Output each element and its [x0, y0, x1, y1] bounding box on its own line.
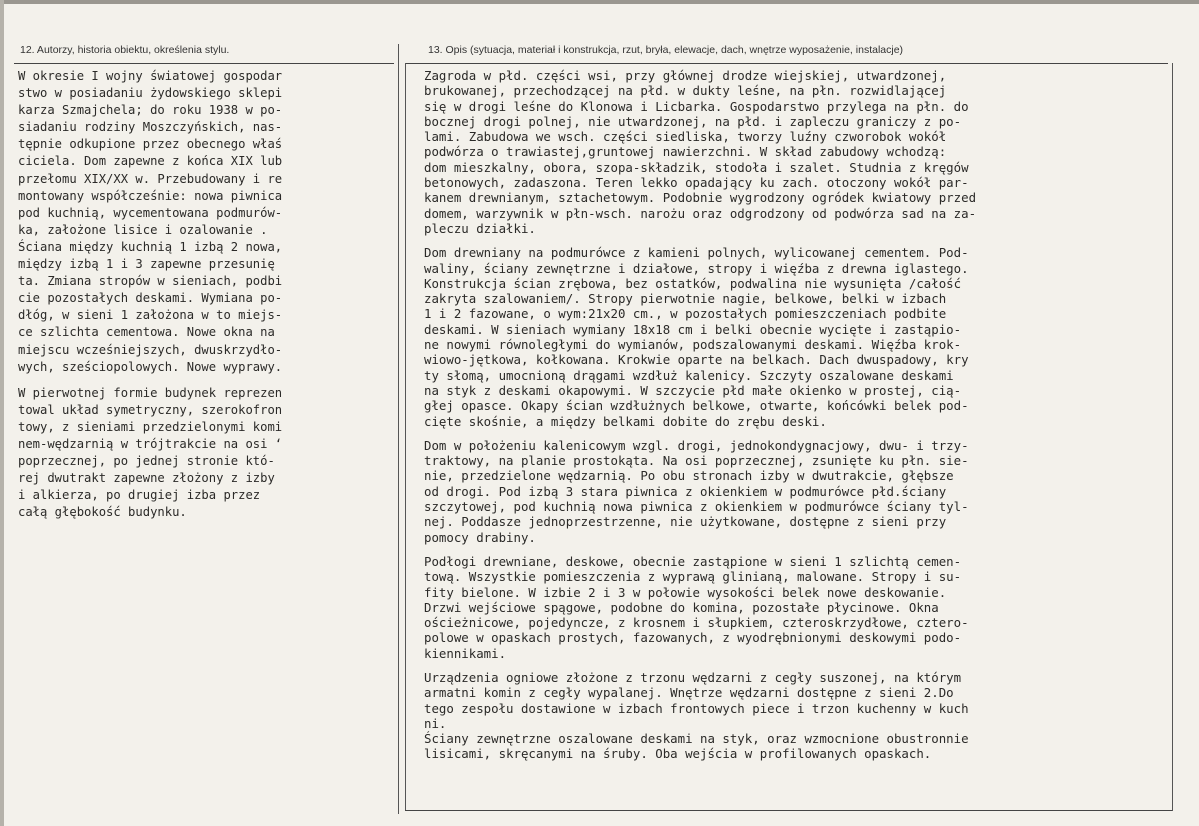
text-line: waliny, ściany zewnętrzne i działowe, stropy i więźba z drewna iglastego. — [424, 260, 969, 276]
text-line: kanem drewnianym, sztachetowym. Podobnie wygrodzony ogródek kwiatowy przed — [424, 190, 977, 206]
text-line: dom mieszkalny, obora, szopa-składzik, stodoła i szalet. Studnia z kręgów — [424, 159, 969, 175]
text-line: ty słomą, umocnioną drągami wzdłuż kalenicy. Szczyty oszalowane deskami — [424, 367, 954, 383]
text-line: się w drogi leśne do Klonowa i Licbarka. Gospodarstwo przylega na płn. do — [424, 98, 969, 114]
text-line: Konstrukcja ścian zrębowa, bez ostatków, podwalina nie wysunięta /całość — [424, 275, 962, 291]
text-line: Zagroda w płd. części wsi, przy głównej drodze wiejskiej, utwardzonej, — [424, 68, 947, 83]
text-line: ka, założone lisice i ozalowanie . — [18, 222, 268, 237]
history-paragraph — [18, 68, 396, 376]
text-line: głej opasce. Okapy ścian wzdłużnych belkowe, otwarte, końcówki belek pod- — [424, 398, 969, 414]
text-line: Ściana między kuchnią 1 izbą 2 nowa, — [18, 239, 283, 254]
text-line: lisicami, skręcanymi na śruby. Oba wejścia w profilowanych opaskach. — [424, 746, 932, 762]
section-12-header: 12. Autorzy, historia obiektu, określenia stylu. — [20, 44, 230, 56]
right-box-left-border — [405, 63, 406, 811]
text-line: betonowych, zadaszona. Teren lekko opadający ku zach. otoczony wokół par- — [424, 175, 969, 191]
top-edge-shadow — [0, 0, 1199, 4]
text-line: ciciela. Dom zapewne z końca XIX lub — [18, 154, 283, 169]
text-line: Urządzenia ogniowe złożone z trzonu wędzarni z cegły suszonej, na którym — [424, 669, 962, 685]
text-line: cie pozostałych deskami. Wymiana po- — [18, 291, 283, 306]
text-line: przełomu XIX/XX w. Przebudowany i re — [18, 171, 283, 186]
text-line: ce szlichta cementowa. Nowe okna na — [18, 325, 275, 340]
text-line: deskami. W sieniach wymiany 18x18 cm i belki obecnie wycięte i zastąpio- — [424, 321, 962, 337]
text-line: rej dwutrakt zapewne złożony z izby — [18, 471, 275, 486]
text-line: nie, przedzielone wędzarnią. Po obu stronach izby w dwutrakcie, głębsze — [424, 468, 954, 484]
text-line: wych, sześciopolowych. Nowe wyprawy. — [18, 359, 283, 374]
text-line: zakryta szalowaniem/. Stropy pierwotnie nagie, belkowe, belki w izbach — [424, 291, 947, 307]
text-line: Dom drewniany na podmurówce z kamieni polnych, wylicowanej cementem. Pod- — [424, 245, 969, 261]
text-line: Ściany zewnętrzne oszalowane deskami na styk, oraz wzmocnione obustronnie — [424, 731, 969, 747]
text-line: ne nowymi równoległymi do wymianów, podszalowanymi deskami. Więźba krok- — [424, 337, 962, 353]
text-line: ta. Zmiana stropów w sieniach, podbi — [18, 274, 283, 289]
text-line: od drogi. Pod izbą 3 stara piwnica z okienkiem w podmurówce płd.ściany — [424, 483, 947, 499]
right-box-bottom-border — [405, 810, 1172, 811]
text-line: ościeżnicowe, pojedyncze, z krosnem i słupkiem, czteroskrzydłowe, cztero- — [424, 615, 969, 631]
text-line: fity bielone. W izbie 2 i 3 w połowie wysokości belek nowe deskowanie. — [424, 584, 947, 600]
text-line: cięte skośnie, a między belkami dobite do zrębu deski. — [424, 413, 827, 429]
text-line: podwórza o trawiastej,gruntowej nawierzchni. W skład zabudowy wchodzą: — [424, 144, 947, 160]
text-line: i alkierza, po drugiej izba przez — [18, 488, 261, 503]
description-paragraph — [424, 670, 1172, 762]
text-line: tego zespołu dostawione w izbach frontowych piece i trzon kuchenny w kuch — [424, 700, 969, 716]
text-line: Podłogi drewniane, deskowe, obecnie zastąpione w sieni 1 szlichtą cemen- — [424, 553, 962, 569]
section-13-header: 13. Opis (sytuacja, materiał i konstrukcja, rzut, bryła, elewacje, dach, wnętrze wyposażenie, instalacje) — [428, 44, 904, 56]
text-line: domem, warzywnik w płn-wsch. narożu oraz odgrodzony od podwórza sad na za- — [424, 205, 977, 221]
text-line: Drzwi wejściowe spągowe, podobne do komina, pozostałe płycinowe. Okna — [424, 599, 939, 615]
text-line: pod kuchnią, wycementowana podmurów- — [18, 205, 283, 220]
text-line: tową. Wszystkie pomieszczenia z wyprawą glinianą, malowane. Stropy i su- — [424, 569, 962, 585]
text-line: nej. Poddasze jednoprzestrzenne, nie użytkowane, dostępne z sieni przy — [424, 514, 947, 530]
text-line: montowany współcześnie: nowa piwnica — [18, 188, 283, 203]
text-line: towy, z sieniami przedzielonymi komi — [18, 419, 283, 434]
text-line: pomocy drabiny. — [424, 529, 536, 545]
text-line: ni. — [424, 715, 447, 731]
text-line: tępnie odkupione przez obecnego właś — [18, 137, 283, 152]
text-line: wiowo-jętkowa, kołkowana. Krokwie oparte na belkach. Dach dwuspadowy, kry — [424, 352, 969, 368]
text-line: między izbą 1 i 3 zapewne przesunię — [18, 257, 275, 272]
text-line: 1 i 2 fazowane, o wym:21x20 cm., w pozostałych pomieszczeniach podbite — [424, 306, 947, 322]
text-line: W okresie I wojny światowej gospodar — [18, 69, 283, 83]
text-line: bocznej drogi polnej, nie utwardzonej, na płd. i zapleczu graniczy z po- — [424, 113, 962, 129]
text-line: stwo w posiadaniu żydowskiego sklepi — [18, 86, 283, 101]
right-header-rule — [405, 63, 1168, 64]
right-box-right-border — [1172, 63, 1173, 811]
text-line: nem-wędzarnią w trójtrakcie na osi ‘ — [18, 436, 283, 451]
description-text-column — [424, 68, 1172, 771]
left-header-rule — [14, 63, 394, 64]
text-line: miejscu wcześniejszych, dwuskrzydło- — [18, 342, 283, 357]
text-line: poprzecznej, po jednej stronie któ- — [18, 454, 275, 469]
text-line: na styk z deskami okapowymi. W szczycie płd małe okienko w prostej, cią- — [424, 382, 962, 398]
history-paragraph — [18, 385, 396, 522]
text-line: całą głębokość budynku. — [18, 505, 187, 520]
text-line: Dom w położeniu kalenicowym wzgl. drogi, jednokondygnacjowy, dwu- i trzy- — [424, 437, 969, 453]
history-text-column — [18, 68, 396, 530]
text-line: dłóg, w sieni 1 założona w to miejs- — [18, 308, 283, 323]
description-paragraph — [424, 68, 1172, 236]
text-line: karza Szmajchela; do roku 1938 w po- — [18, 103, 283, 118]
text-line: brukowanej, przechodzącej na płd. w dukty leśne, na płn. rozwidlającej — [424, 83, 947, 99]
text-line: W pierwotnej formie budynek reprezen — [18, 385, 283, 400]
text-line: kiennikami. — [424, 645, 507, 661]
text-line: polowe w opaskach prostych, fazowanych, z wyodrębnionymi deskowymi podo- — [424, 630, 962, 646]
text-line: szczytowej, pod kuchnią nowa piwnica z okienkiem w podmurówce ściany tyl- — [424, 499, 969, 515]
text-line: siadaniu rodziny Moszczyńskich, nas- — [18, 120, 283, 135]
text-line: lami. Zabudowa we wsch. części siedliska, tworzy luźny czworobok wokół — [424, 129, 947, 145]
left-edge-shadow — [0, 0, 4, 826]
column-divider — [398, 44, 399, 814]
text-line: armatni komin z cegły wypalanej. Wnętrze wędzarni dostępne z sieni 2.Do — [424, 685, 954, 701]
text-line: traktowy, na planie prostokąta. Na osi poprzecznej, zsunięte ku płn. sie- — [424, 453, 969, 469]
text-line: towal układ symetryczny, szerokofron — [18, 402, 283, 417]
description-paragraph — [424, 554, 1172, 661]
text-line: pleczu działki. — [424, 220, 536, 236]
description-paragraph — [424, 245, 1172, 429]
description-paragraph — [424, 438, 1172, 545]
